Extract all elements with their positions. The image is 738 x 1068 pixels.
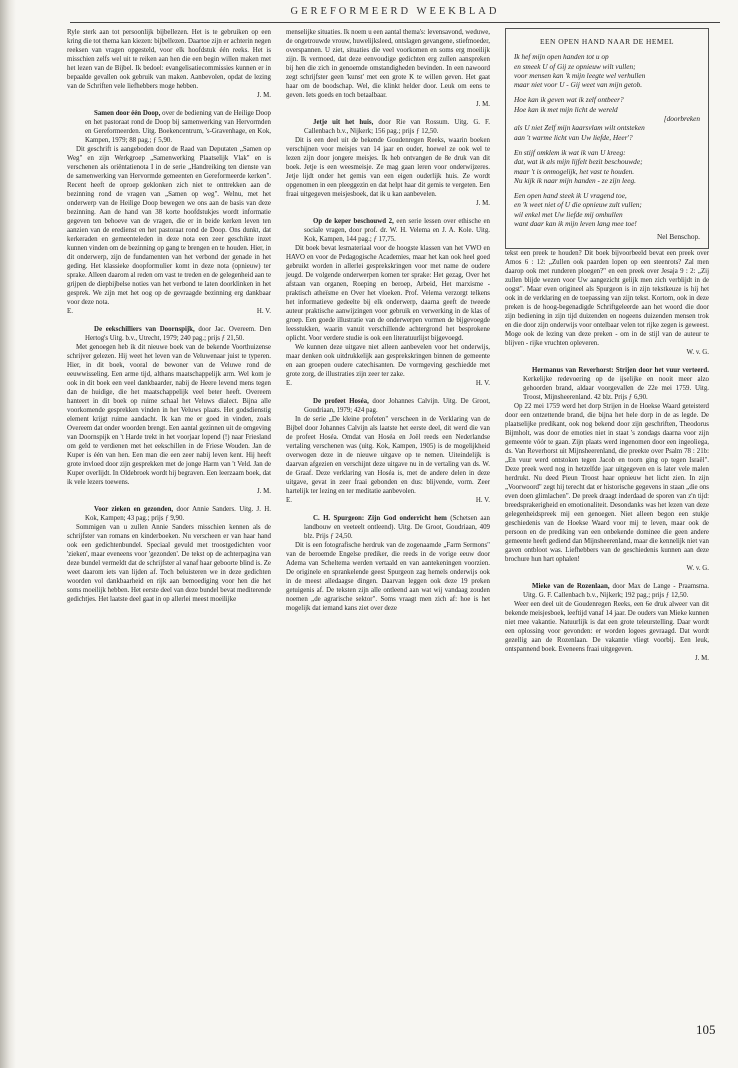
- review-signature: [67, 487, 271, 496]
- header-rule: [70, 22, 720, 23]
- signature-left: E.: [286, 497, 292, 504]
- signature-right: J. M.: [257, 92, 271, 99]
- text-block: [286, 28, 490, 109]
- review-signature: [286, 199, 490, 208]
- review-block: [505, 366, 709, 573]
- review-block: [505, 582, 709, 663]
- review-paragraph: In de serie „De kleine profeten" verscheen in de Verklaring van de Bijbel door Johannes Calvijn als laatste het eerste deel, dit werd die van de profeet Hoséa. Omdat van Hoséa en Joël reeds een Nederlandse vertaling verschenen was (uitg. Kok, Kampen, 1905) is de mogelijkheid overwogen deze in de nieuwe uitgave op te nemen. Uiteindelijk is daarvan afgezien en verschijnt deze uitgave nu in de vertaling van ds. W. de Graaf. Deze verklaring van Hoséa is, met de andere delen in deze uitgave, gevat in zeer fraai gebonden en dus: blijvende, vorm. Zeer hartelijk ter lezing en ter meditatie aanbevolen.: [286, 416, 490, 495]
- review-signature: [67, 91, 271, 100]
- review-paragraph: Sommigen van u zullen Annie Sanders misschien kennen als de schrijfster van romans en kinderboeken. Nu verscheen er van haar hand ook een gedichtenbundel. Speciaal gevuld met troostgedichten voor 'zieken', maar eveneens voor 'gezonden'. De tekst op de achterpagina van deze bundel vermeldt dat de schrijfster al vanaf haar geboorte blind is. Ze weet daarom iets van lijden af. Toch beluisteren we in deze gedichten woorden vol dankbaarheid en rijk aan bemoediging voor hen die het soms moeilijk hebben. Het eerste deel van deze bundel bevat mediterende gedichtjes. Het laatste deel gaat in op allerlei meest moeilijke: [67, 524, 271, 603]
- review-signature: [505, 654, 709, 663]
- review-heading: [286, 397, 490, 415]
- review-meta: door Johannes Calvijn. Uitg. De Groot, Goudriaan, 1979; 424 pag.: [304, 398, 490, 414]
- column-middle: [286, 28, 490, 613]
- review-signature: [286, 496, 490, 505]
- review-block: [67, 325, 271, 496]
- signature-right: J. M.: [476, 200, 490, 207]
- review-paragraph: Dit is een deel uit de bekende Goudenregen Reeks, waarin boeken verschijnen voor meisjes van 14 jaar en ouder, hoewel ze ook wel te lezen zijn door jongere meisjes. Ik heb ontvangen de 8e druk van dit boek. Jetje is een weesmeisje. Ze mag gaan leren voor onderwijzeres. Jetje lijdt onder het gemis van een eigen ouderlijk huis. Ze wordt opgenomen in een pleeggezin en dat helpt haar dit gemis te vergeten. Een fraai uitgegeven meisjesboek, dat ik u kan aanbevelen.: [286, 137, 490, 198]
- review-meta: door Jac. Overeem. Den Hertog's Uitg. b.v., Utrecht, 1979; 240 pag.; prijs ƒ 21,50.: [85, 326, 271, 342]
- review-heading: [67, 505, 271, 523]
- review-signature: [286, 379, 490, 388]
- review-heading: [286, 514, 490, 541]
- review-paragraph: Dit geschrift is aangeboden door de Raad van Deputaten „Samen op Weg" en zijn Werkgroep „Samenwerking Plaatselijk Vlak" en is verschenen als oriëntatienota I in de serie „Handreiking ten dienste van de samenwerking van Hervormde gemeenten en Gereformeerde kerken". Recent heeft de oproep geklonken zich niet te onttrekken aan de bezinning rond de vragen van „Samen op weg". Welnu, met het onderwerp van de Heilige Doop bewegen we ons aan de basis van deze bezinning. Aan de hand van 38 korte hoofdstukjes wordt informatie gegeven ten behoeve van de vragen, die er in beide kerken leven ten aanzien van de eredienst en het pastoraat rond de Doop. Ons dunkt, dat kerkeraden en gemeenteleden in deze nota een zeer geschikte inzet kunnen vinden om de bezinning op gang te brengen en te houden. Hier, in dit onderwerp, zijn de fundamenten van het verbond der genade in het geding. Het klassieke doopformulier komt in deze nota (opnieuw) ter sprake. Alleen daarom al reden om vast te treden en de gelegenheid aan te grijpen de diepbijbelse noties van het verbond te laten doorklinken in het gesprek. We zijn met het oog op de gevraagde bezinning erg dankbaar voor deze nota.: [67, 146, 271, 306]
- poem-stanzas: [514, 52, 700, 228]
- poem-line: als U niet Zelf mijn kaarsvlam wilt ontsteken: [514, 123, 645, 133]
- poem-line: Een open hand steek ik U vragend toe,: [514, 191, 627, 201]
- review-title: De profeet Hoséa,: [313, 398, 369, 405]
- signature-right: W. v. G.: [686, 564, 709, 572]
- review-signature: [67, 307, 271, 316]
- signature-left: E.: [286, 380, 292, 387]
- poem-line: Hoe kan ik geven wat ik zelf ontbeer?: [514, 95, 624, 105]
- poem-line: aan 't warme licht van Uw liefde, Heer'?: [514, 132, 633, 142]
- text-block: [505, 249, 709, 357]
- poem-line: Nu kijk ik naar mijn handen - ze zijn leeg.: [514, 175, 636, 185]
- review-heading: [67, 109, 271, 145]
- signature-right: H. V.: [256, 308, 271, 315]
- poem-title: EEN OPEN HAND NAAR DE HEMEL: [540, 37, 674, 46]
- review-block: [286, 397, 490, 505]
- page-binding-shadow: [0, 0, 16, 1068]
- review-title: Voor zieken en gezonden,: [94, 506, 174, 513]
- review-block: [67, 505, 271, 604]
- review-signature: [286, 100, 490, 109]
- review-heading: [286, 118, 490, 136]
- review-meta: een serie lessen over ethische en sociale vragen, door prof. dr. W. H. Velema en J. A. Kole. Uitg. Kok, Kampen, 144 pag.; ƒ 17,75.: [304, 218, 490, 243]
- review-heading: [505, 366, 709, 402]
- page-header: GEREFORMEERD WEEKBLAD: [290, 6, 500, 17]
- review-paragraph: Dit is een fotografische herdruk van de zogenaamde „Farm Sermons" van de beroemde Engelse prediker, die reeds in de vorige eeuw door Adema van Scheltema werden vertaald en van aantekeningen voorzien. De originele en sprankelende geest Spurgeon zag hemels onderwijs ook in de meest alledaagse dingen. Daarvan leggen ook deze 19 preken getuigenis af. De teksten zijn alle ontleend aan wat wij vandaag zouden noemen „de agrarische sektor". Soms vraagt men zich af: hoe is het mogelijk dat iemand kans ziet over deze: [286, 542, 490, 612]
- column-right: [505, 28, 709, 663]
- review-signature: [505, 348, 709, 357]
- page-number: 105: [696, 1022, 716, 1037]
- poem-box: [505, 28, 709, 249]
- signature-left: E.: [67, 308, 73, 315]
- poem-line: wil enkel met Uw liefde mij omhullen: [514, 209, 623, 219]
- poem-stanza: [514, 52, 700, 89]
- review-title: Mieke van de Rozenlaan,: [532, 582, 610, 590]
- review-title: C. H. Spurgeon: Zijn God onderricht hem: [313, 515, 447, 522]
- review-title: De eekschilliers van Doornspijk,: [94, 326, 195, 333]
- text-block: [67, 28, 271, 100]
- poem-line: dat, wat ik als mijn lijfelt bezit beschouwde;: [514, 157, 643, 167]
- signature-right: H. V.: [475, 497, 490, 504]
- review-meta: door Annie Sanders. Uitg. J. H. Kok, Kampen; 43 pag.; prijs ƒ 9,90.: [85, 506, 271, 522]
- column-right-body: [505, 249, 709, 663]
- poem-line: en smeek U of Gij ze opnieuw wilt vullen;: [514, 61, 636, 71]
- poem-line: want daar kan ik mijn leven lang mee toe!: [514, 219, 637, 229]
- review-heading: [505, 582, 709, 600]
- poem-stanza: [514, 95, 700, 141]
- poem-line: Ik hef mijn open handen tot u op: [514, 52, 609, 62]
- review-meta: over de bediening van de Heilige Doop en het pastoraat rond de Doop bij samenwerking van Hervormden en Gereformeerden. Uitg. Boekencentrum, 's-Gravenhage, en Kok, Kampen, 1979; 88 pag.; ƒ 5,90.: [85, 110, 271, 144]
- review-signature: [505, 564, 709, 573]
- review-heading: [67, 325, 271, 343]
- review-paragraph: Met genoegen heb ik dit nieuwe boek van de bekende Voorthuizense schrijver gelezen. Hij weet het leven van de Veluwenaar juist te typeren. Hier, in dit boek, vooral de bewoner van de Veluwe rond de eeuwwisseling. Een arme tijd, althans maatschappelijk arm. Wel kom je ook in dit boek een veel dankbaarder, nabij de Heere levend mens tegen dan de huidige, die het maatschappelijk veel beter heeft. Overeem hanteert in dit boek op ruime schaal het Veluws dialect. Bijna alle voorkomende gesprekken vinden in het Veluws plaats. Het godsdienstig element krijgt ruime aandacht. Ik kan me er goed in vinden, zoals Overeem dat onder woorden brengt. Een aantal gezinnen uit de omgeving van Doornspijk en 't Harde trekt in het voorjaar lopend (!) naar Friesland om geld te verdienen met het eekschillen in de Friese Wouden. Jan de Kuper is één van hen. Een man die een zeer nabij leven kent. Hij heeft grote invloed door zijn gesprekken met de jonge Harm van 't Veld. Jan de Kuper overlijdt. In Oldebroek wordt hij begraven. Een leerzaam boek, dat ik vele lezers toewens.: [67, 344, 271, 486]
- review-paragraph: tekst een preek te houden? Dit boek bijvoorbeeld bevat een preek over Amos 6 : 12: „Zullen ook paarden lopen op een steenrots? Zal men daarop ook met runderen ploegen?" en een preek over Jesaja 9 : 2: „Zij zullen blijde wezen voor Uw aangezicht gelijk men zich verblijdt in de oogst". Maar even origineel als Spurgeon is in zijn tekstkeuze is hij het ook in de verklaring en de toepassing van zijn tekst. Kortom, ook in deze preken is de hoog-begenadigde Schriftgeleerde aan het woord die door zijn bediening in zijn tijd duizenden en nogeens duizenden mensen trok en die door zijn onderwijs voor ontelbaar velen tot rijke zegen is geweest. Moge ook de lezing van deze preken - om in de stijl van de auteur te blijven - rijke vruchten opleveren.: [505, 249, 709, 347]
- review-paragraph: Dit boek bevat lesmateriaal voor de hoogste klassen van het VWO en HAVO en voor de Pedagogische Academies, maar het kan ook heel goed gebruikt worden in allerlei gesprekskringen voor met name de oudere jeugd. De volgende onderwerpen komen ter sprake: Het gezag, Over het afstaan van organen, Roeping en beroep, Arbeid, Het marxisme - praktisch atheïsme en Over het vloeken. Prof. Velema verzorgt telkens het informatieve gedeelte bij elk onderwerp, daarna geeft de tweede auteur praktische aanwijzingen voor gebruik en verwerking in de klas of groep. Een goede illustratie van de onderwerpen vormen de bijgevoegde leesstukken, waarin vanuit verschillende achtergrond het besprokene oplicht. Voor verdere studie is ook een literatuurlijst bijgevoegd.: [286, 245, 490, 342]
- signature-right: J. M.: [695, 654, 709, 662]
- review-title: Samen door één Doop,: [94, 110, 161, 117]
- review-block: [286, 217, 490, 388]
- review-title: Jetje uit het huis,: [313, 119, 374, 126]
- signature-right: J. M.: [476, 101, 490, 108]
- poem-line: maar niet voor U - Gij weet van mijn getob.: [514, 80, 643, 90]
- poem-line: en 'k weet niet of U die opnieuw zult vullen;: [514, 200, 642, 210]
- review-meta: door Max de Lange - Praamsma. Uitg. G. F. Callenbach b.v., Nijkerk; 192 pag.; prijs ƒ 12,50.: [523, 582, 709, 599]
- poem-line: Hoe kan ik met mijn licht de wereld: [514, 104, 618, 114]
- poem-stanza: [514, 191, 700, 228]
- review-block: [67, 109, 271, 316]
- review-meta: (Schetsen aan landbouw en veeteelt ontleend). Uitg. De Groot, Goudriaan, 409 blz. Prijs ƒ 24,50.: [304, 515, 490, 540]
- review-paragraph: Op 22 mei 1759 werd het dorp Strijen in de Hoekse Waard geteisterd door een ontzettende brand, die bijna het hele dorp in de as legde. De plaatselijke predikant, ook nog bekend door zijn geschriften, Theodorus Bijmholt, was door de emoties niet in staat 's zondags daarna voor zijn gemeente vóór te gaan. Zijn plaats werd ingenomen door een ingeoliega, ds. Van Reverhorst uit Mijnsheerenland, die preekte over Psalm 78 : 21b: „En vuur werd ontstoken tegen Jacob en toorn ging op tegen Israël". Deze preek werd nog in hetzelfde jaar uitgegeven en is later vele malen herdrukt. Nu deed Pieun Troost haar opnieuw het licht zien. In zijn „Voorwoord" zegt hij terecht dat er historische gegevens in staan „die ons even doen glimlachen". De preek draagt inderdaad de sporen van z'n tijd: breedsprakerigheid en emotionaliteit. Desondanks was het lezen van deze gelegenheidspreek mij een genoegen. Niet alleen begon een stukje geschiedenis van de Hoekse Waard voor mij te leven, maar ook de persoon en de prediking van een onbekende dominee die geen andere gemeente heeft gediend dan Mijnsheerenland, maar die kennelijk niet van gaven ontbloot was. Liefhebbers van de geschiedenis kunnen aan deze brochure hun hart ophalen!: [505, 402, 709, 563]
- poem-stanza: [514, 148, 700, 185]
- review-meta: Kerkelijke redevoering op de ijselijke en nooit meer alzo gehoorden brand, aldaar voorgevallen de 22e mei 1759. Uitg. Troost, Mijnsheerenland. 42 blz. Prijs ƒ 6,90.: [523, 375, 709, 401]
- review-heading: [286, 217, 490, 244]
- review-title: Hermanus van Reverhorst: Strijen door het vuur verteerd.: [532, 366, 709, 374]
- signature-right: J. M.: [257, 488, 271, 495]
- review-paragraph: menselijke situaties. Ik noem u een aantal thema's: levensavond, weduwe, de ongetrouwde vrouw, huwelijksleed, ontslagen gevangene, stiefmoeder, overspannen. U ziet, situaties die veel voorkomen en soms erg moeilijk zijn. Ik vermoed, dat deze eenvoudige gedichten erg zullen aanspreken bij hen die zich in genoemde omstandigheden bevinden. In een nawoord zegt schrijfster geen 'kunst' met een grote K te willen geven. Het gaat haar om de boodschap. Wel, die klinkt helder door. Leuk om eens te geven. Iets goeds en toch betaalbaar.: [286, 29, 490, 99]
- review-paragraph: Weer een deel uit de Goudenregen Reeks, een 6e druk alweer van dit bekende meisjesboek, leeftijd vanaf 14 jaar. De ouders van Mieke kunnen niet mee vakantie. Natuurlijk is dat een grote teleurstelling. Daar wordt een oplossing voor gevonden: er worden logees gevraagd. Dat wordt gezellig aan de Rozenlaan. De vakantie vliegt voorbij. Een leuk, ontspannend boek. Eveneens fraai uitgegeven.: [505, 600, 709, 653]
- poem-line: maar 't is onmogelijk, het vast te houden.: [514, 166, 635, 176]
- review-block: [286, 118, 490, 208]
- review-paragraph: Ryle sterk aan tot persoonlijk bijbellezen. Het is te gebruiken op een kring die tot thema kan kiezen: bijbellezen. Daartoe zijn er achterin negen reeksen van vragen opgesteld, voor elk hoofdstuk één reeks. Het is misschien zelfs wel uit te reiken aan hen die een begin willen maken met het lezen van de Bijbel. Ik bedoel: evangelisatiecommissies kunnen er in bepaalde gevallen ook gebruik van maken. Aanbevolen, opdat de lezing van de Schriften vele liefhebbers moge hebben.: [67, 29, 271, 90]
- poem-line: [doorbreken: [663, 114, 700, 124]
- poem-line: En stijf omklem ik wat ik van U kreeg:: [514, 147, 626, 157]
- review-block: [286, 514, 490, 613]
- review-title: Op de keper beschouwd 2,: [313, 218, 394, 225]
- column-left: [67, 28, 271, 604]
- signature-right: W. v. G.: [686, 348, 709, 356]
- review-paragraph: We kunnen deze uitgave niet alleen aanbevelen voor het onderwijs, maar denken ook uitdrukkelijk aan gesprekskringen binnen de gemeente en aan groepen oudere catechisanten. De vormgeving geschiedde met grote zorg, de illustraties zijn zeer ter zake.: [286, 344, 490, 378]
- poem-line: voor mensen kan 'k mijn leegte wel verhullen: [514, 70, 646, 80]
- signature-right: H. V.: [475, 380, 490, 387]
- review-meta: door Rie van Rossum. Uitg. G. F. Callenbach b.v., Nijkerk; 156 pag.; prijs ƒ 12,50.: [304, 119, 491, 135]
- poem-author: Nel Benschop.: [657, 232, 700, 242]
